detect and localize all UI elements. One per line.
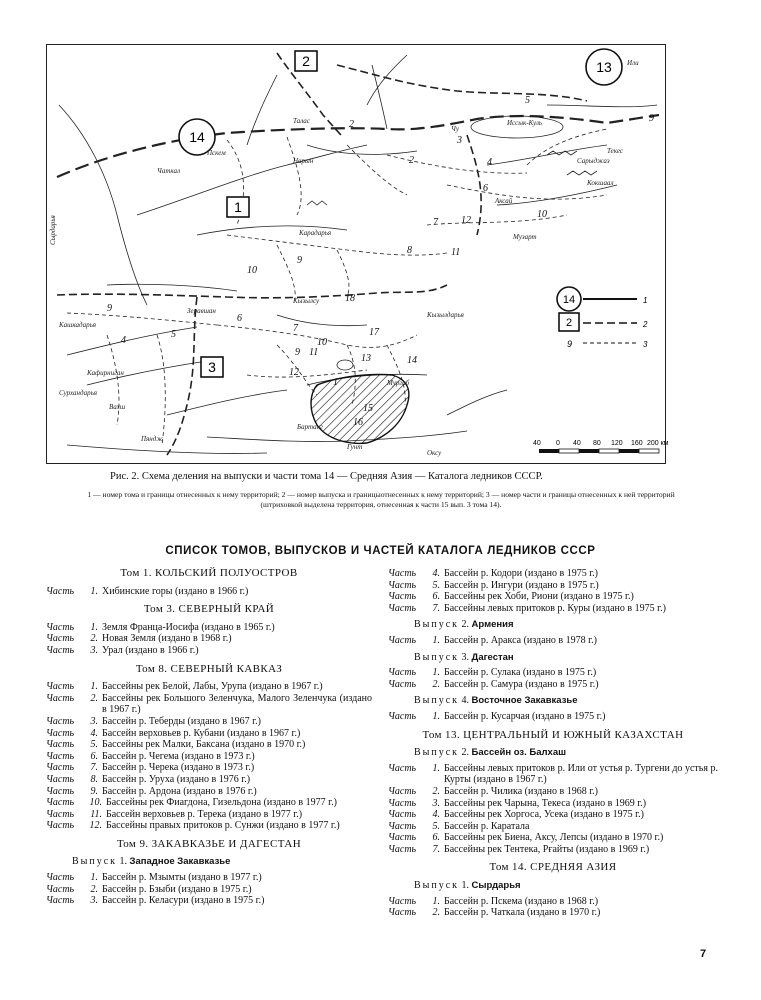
- part-label: Часть: [46, 633, 75, 645]
- volume-heading: Том 8. СЕВЕРНЫЙ КАВКАЗ: [135, 662, 283, 675]
- part-text: Бассейн р. Ингури (издано в 1975 г.): [444, 579, 599, 591]
- part-text: Бассейн р. Самура (издано в 1975 г.): [444, 678, 599, 690]
- river-label: Пяндж: [141, 435, 163, 443]
- part-number: 11.: [90, 808, 102, 820]
- part-text: Бассейны рек Малки, Баксана (издано в 1970 г.): [102, 739, 306, 751]
- part-label: Часть: [46, 621, 75, 633]
- part-label: Часть: [388, 579, 417, 591]
- legend-line-label: 1: [643, 296, 648, 305]
- river-label: Сурхандарья: [59, 389, 98, 397]
- list-item: [388, 832, 718, 844]
- part-number: 7.: [432, 843, 440, 855]
- legend-mark-label: 2: [565, 317, 573, 329]
- part-label: Часть: [46, 883, 75, 895]
- river-label: Или: [627, 59, 639, 67]
- part-number: 13: [361, 353, 371, 364]
- issue-heading: [414, 619, 718, 631]
- part-text: Бассейны левых притоков р. Или от устья р. Тургени до устья р. Курты (издано в 1967 г.): [444, 762, 718, 786]
- part-number: 17: [369, 327, 379, 338]
- part-number: 10.: [89, 797, 102, 809]
- part-number: 9: [295, 347, 300, 358]
- part-number: 1.: [432, 634, 440, 646]
- volume-14-label: 14: [189, 129, 205, 145]
- list-item: [388, 580, 718, 592]
- river-label: Сарыджаз: [577, 157, 610, 165]
- part-text: Бассейн р. Кусарчая (издано в 1975 г.): [444, 710, 606, 722]
- list-item: [46, 872, 372, 884]
- part-label: Часть: [388, 710, 417, 722]
- part-number: 8.: [90, 773, 98, 785]
- list-item: [46, 645, 372, 657]
- part-label: Часть: [388, 907, 417, 919]
- river-label: Кафирниган: [87, 369, 124, 377]
- list-item: [388, 679, 718, 691]
- part-number: 5: [171, 329, 176, 340]
- part-number: 16: [353, 417, 363, 428]
- part-number: 2.: [432, 678, 440, 690]
- river-label: Талас: [293, 117, 310, 125]
- list-item: [388, 844, 718, 856]
- part-number: 2.: [90, 692, 98, 704]
- part-label: Часть: [46, 895, 75, 907]
- part-text: Бассейн р. Чилика (издано в 1968 г.): [444, 785, 599, 797]
- volume-1-label: 1: [234, 199, 242, 215]
- list-item: [46, 751, 372, 763]
- river-label: Кашкадарья: [59, 321, 97, 329]
- part-label: Часть: [388, 667, 417, 679]
- part-number: 2.: [432, 907, 440, 919]
- river-label: Чу: [451, 125, 459, 133]
- volume-heading: Том 13. ЦЕНТРАЛЬНЫЙ И ЮЖНЫЙ КАЗАХСТАН: [422, 728, 684, 741]
- part-text: Бассейны правых притоков р. Сунжи (издано в 1977 г.): [106, 820, 340, 832]
- list-item: [388, 821, 718, 833]
- river-label: Нарын: [293, 157, 314, 165]
- part-number: 2.: [432, 785, 440, 797]
- part-label: Часть: [388, 785, 417, 797]
- part-text: Бассейн верховьев р. Терека (издано в 1977 г.): [106, 808, 303, 820]
- scale-bar: [533, 440, 669, 453]
- scale-label: 0: [556, 440, 560, 447]
- part-text: Бассейн р. Кодори (издано в 1975 г.): [444, 568, 598, 579]
- scale-label: 200 км: [647, 440, 669, 447]
- part-label: Часть: [388, 678, 417, 690]
- map-figure: [46, 44, 669, 464]
- volume-heading: Том 9. ЗАКАВКАЗЬЕ И ДАГЕСТАН: [116, 837, 302, 850]
- part-label: Часть: [388, 797, 417, 809]
- list-item: [388, 591, 718, 603]
- part-text: Бассейн р. Чаткала (издано в 1970 г.): [444, 907, 601, 919]
- scale-label: 40: [573, 440, 581, 447]
- issue-label: Выпуск: [414, 619, 460, 631]
- part-number: 6: [483, 183, 488, 194]
- part-label: Часть: [46, 644, 75, 656]
- part-number: 2.: [90, 883, 98, 895]
- part-number: 7.: [432, 602, 440, 614]
- part-text: Бассейны рек Хоби, Риони (издано в 1975 г.): [444, 591, 634, 603]
- river-label: Мургаб: [387, 379, 410, 387]
- part-number: 1.: [90, 585, 98, 597]
- issue-label: Выпуск: [414, 651, 460, 663]
- part-text: Бассейны рек Чарына, Текеса (издано в 1969 г.): [444, 797, 647, 809]
- part-label: Часть: [388, 832, 417, 844]
- issue-label: Выпуск: [414, 695, 460, 707]
- list-item: [388, 786, 718, 798]
- part-label: Часть: [46, 585, 75, 597]
- issue-name: Дагестан: [471, 651, 514, 663]
- part-number: 12.: [89, 820, 102, 832]
- figure-legend-note: 1 — номер тома и границы отнесенных к нему территорий; 2 — номер выпуска и границыотнесенных к нему территорий; 3 — номер части и границы отнесенных к ней территорий (штриховкой выделена территория, отнесенная к части 15 вып. 3 тома 14).: [87, 490, 675, 509]
- part-label: Часть: [46, 715, 75, 727]
- list-item: [46, 739, 372, 751]
- map-legend: [557, 287, 648, 349]
- part-number: 8: [407, 245, 412, 256]
- part-label: Часть: [46, 750, 75, 762]
- issue-name: Западное Закавказье: [129, 856, 231, 868]
- part-text: Бассейн р. Черека (издано в 1973 г.): [102, 762, 255, 774]
- part-label: Часть: [388, 820, 417, 832]
- list-item: [46, 820, 372, 832]
- river-label: Вахш: [109, 403, 126, 411]
- part-label: Часть: [388, 809, 417, 821]
- part-number: 14: [407, 355, 417, 366]
- part-number: 3.: [90, 644, 98, 656]
- part-number: 4: [121, 335, 126, 346]
- part-number: 2: [409, 155, 414, 166]
- part-label: Часть: [388, 602, 417, 614]
- part-number: 18: [345, 293, 355, 304]
- part-number: 11: [451, 247, 461, 258]
- list-item: [46, 693, 372, 716]
- issue-number: 1.: [461, 880, 470, 892]
- issue-heading: [414, 695, 718, 707]
- part-label: Часть: [46, 872, 75, 884]
- river-label: Карадарья: [299, 229, 332, 237]
- issue-number: 4.: [461, 695, 470, 707]
- part-text: Бассейн р. Сулака (издано в 1975 г.): [444, 667, 597, 679]
- left-column: [46, 568, 372, 907]
- list-item: [46, 809, 372, 821]
- part-text: Бассейны рек Тентека, Рғайты (издано в 1969 г.): [444, 843, 650, 855]
- legend-line-label: 2: [643, 320, 648, 329]
- part-text: Бассейн верховьев р. Кубани (издано в 1967 г.): [102, 727, 301, 739]
- page-title: СПИСОК ТОМОВ, ВЫПУСКОВ И ЧАСТЕЙ КАТАЛОГА ЛЕДНИКОВ СССР: [165, 545, 596, 557]
- river-label: Аксай: [495, 197, 513, 205]
- part-text: Бассейн р. Мзымты (издано в 1977 г.): [102, 872, 262, 884]
- part-text: Хибинские горы (издано в 1966 г.): [102, 585, 249, 597]
- legend-mark-label: 14: [562, 294, 576, 306]
- issue-label: Выпуск: [414, 747, 460, 759]
- river-label: Кокшаал: [587, 179, 614, 187]
- lake-label: Иссык-Куль: [507, 119, 543, 127]
- river-label: Текес: [607, 147, 623, 155]
- list-item: [46, 586, 372, 598]
- volume-2-label: 2: [302, 53, 310, 69]
- list-item: [46, 716, 372, 728]
- part-text: Бассейн р. Теберды (издано в 1967 г.): [102, 715, 261, 727]
- list-item: [46, 622, 372, 634]
- list-item: [46, 895, 372, 907]
- part-label: Часть: [46, 727, 75, 739]
- part-number: 1.: [432, 710, 440, 722]
- list-item: [46, 786, 372, 798]
- volume-heading: Том 1. КОЛЬСКИЙ ПОЛУОСТРОВ: [120, 567, 298, 579]
- part-number: 5.: [90, 739, 98, 751]
- issue-label: Выпуск: [72, 856, 118, 868]
- part-number: 6.: [432, 591, 440, 603]
- list-item: [46, 728, 372, 740]
- part-label: Часть: [46, 820, 75, 832]
- part-number: 7: [433, 217, 438, 228]
- part-number: 3.: [432, 797, 440, 809]
- list-item: [388, 907, 718, 919]
- issue-number: 2.: [461, 747, 470, 759]
- list-item: [388, 896, 718, 908]
- part-number: 6: [237, 313, 242, 324]
- issue-heading: [414, 652, 718, 664]
- part-label: Часть: [388, 762, 417, 774]
- part-number: 10: [247, 265, 257, 276]
- part-number: 3: [457, 135, 462, 146]
- part-text: Бассейны рек Большого Зеленчука, Малого Зеленчука (издано в 1967 г.): [102, 692, 372, 716]
- part-label: Часть: [46, 808, 75, 820]
- river-label: Кызылсу: [293, 297, 320, 305]
- issue-number: 2.: [461, 619, 470, 631]
- figure-caption: Рис. 2. Схема деления на выпуски и части тома 14 — Средняя Азия — Каталога ледников СССР.: [110, 471, 543, 482]
- part-number: 5: [525, 95, 530, 106]
- river-label: Гунт: [347, 443, 363, 451]
- issue-number: 1.: [119, 856, 128, 868]
- part-label: Часть: [46, 785, 75, 797]
- river-label: Сырдарья: [49, 215, 57, 245]
- part-number: 9.: [90, 785, 98, 797]
- part-number: 5.: [432, 579, 440, 591]
- part-number: 2.: [90, 633, 98, 645]
- issue-number: 3.: [461, 651, 470, 663]
- part-number: 12: [289, 367, 299, 378]
- list-item: [388, 635, 718, 647]
- river-label: Оксу: [427, 449, 442, 457]
- part-label: Часть: [46, 681, 75, 693]
- part-number: 4.: [432, 568, 440, 579]
- list-item: [46, 884, 372, 896]
- part-number: 4.: [90, 727, 98, 739]
- river-label: Чаткал: [157, 167, 181, 175]
- part-label: Часть: [388, 843, 417, 855]
- part-number: 11: [309, 347, 319, 358]
- list-item: [46, 633, 372, 645]
- page-number: 7: [700, 948, 707, 960]
- part-label: Часть: [46, 692, 75, 704]
- scale-label: 120: [611, 440, 623, 447]
- part-number: 1.: [90, 621, 98, 633]
- part-number: 9: [297, 255, 302, 266]
- part-text: Бассейн р. Бзыби (издано в 1975 г.): [102, 883, 252, 895]
- part-number: 9: [649, 113, 654, 124]
- issue-name: Сырдарья: [471, 880, 521, 892]
- part-label: Часть: [388, 568, 417, 579]
- issue-heading: [72, 856, 372, 868]
- part-label: Часть: [388, 634, 417, 646]
- part-label: Часть: [46, 773, 75, 785]
- part-label: Часть: [46, 797, 75, 809]
- part-text: Бассейны рек Хоргоса, Усека (издано в 1975 г.): [444, 809, 644, 821]
- river-label: Кызылдарья: [427, 311, 464, 319]
- part-text: Бассейн р. Чегема (издано в 1973 г.): [102, 750, 255, 762]
- scale-label: 80: [593, 440, 601, 447]
- part-number: 1.: [432, 762, 440, 774]
- part-text: Бассейн р. Келасури (издано в 1975 г.): [102, 895, 265, 907]
- part-number: 7.: [90, 762, 98, 774]
- river-label: Бартанг: [297, 423, 323, 431]
- list-item: [388, 667, 718, 679]
- part-text: Бассейн р. Уруха (издано в 1976 г.): [102, 773, 251, 785]
- part-number: 4.: [432, 809, 440, 821]
- list-item: [46, 762, 372, 774]
- part-text: Бассейн р. Аракса (издано в 1978 г.): [444, 634, 597, 646]
- part-text: Бассейны левых притоков р. Куры (издано в 1975 г.): [444, 602, 666, 614]
- scale-label: 160: [631, 440, 643, 447]
- part-number: 15: [363, 403, 373, 414]
- part-number: 3.: [90, 895, 98, 907]
- part-number: 2: [349, 119, 354, 130]
- issue-label: Выпуск: [414, 880, 460, 892]
- list-item: [46, 797, 372, 809]
- list-item: [388, 809, 718, 821]
- river-label: Музарт: [513, 233, 537, 241]
- part-number: 6.: [90, 750, 98, 762]
- part-number: 12: [461, 215, 471, 226]
- part-text: Урал (издано в 1966 г.): [102, 644, 199, 656]
- issue-name: Восточное Закавказье: [471, 695, 578, 707]
- part-text: Бассейны рек Белой, Лабы, Урупа (издано в 1967 г.): [102, 681, 323, 693]
- part-label: Часть: [388, 895, 417, 907]
- part-text: Новая Земля (издано в 1968 г.): [102, 633, 232, 645]
- volume-3-label: 3: [208, 359, 216, 375]
- issue-heading: [414, 880, 718, 892]
- scale-label: 40: [533, 440, 541, 447]
- part-label: Часть: [46, 739, 75, 751]
- list-item: [46, 681, 372, 693]
- part-label: Часть: [46, 762, 75, 774]
- part-number: 7: [293, 323, 298, 334]
- part-number: 1.: [432, 895, 440, 907]
- part-text: Бассейны рек Фиагдона, Гизельдона (издано в 1977 г.): [106, 797, 337, 809]
- river-label: Пскем: [207, 149, 226, 157]
- volume-13-label: 13: [596, 59, 612, 75]
- legend-line-label: 3: [643, 340, 648, 349]
- issue-heading: [414, 747, 718, 759]
- part-text: Бассейн р. Ардона (издано в 1976 г.): [102, 785, 257, 797]
- part-label: Часть: [388, 591, 417, 603]
- list-item: [46, 774, 372, 786]
- river-label: Зеравшан: [187, 307, 216, 315]
- list-item: [388, 711, 718, 723]
- part-number: 9: [107, 303, 112, 314]
- issue-name: Армения: [471, 619, 514, 631]
- part-number: 4: [487, 157, 492, 168]
- volume-heading: Том 14. СРЕДНЯЯ АЗИЯ: [489, 861, 617, 874]
- part-text: Бассейны рек Биена, Аксу, Лепсы (издано в 1970 г.): [444, 832, 664, 844]
- list-item: [388, 798, 718, 810]
- part-number: 3.: [90, 715, 98, 727]
- part-number: 1.: [90, 681, 98, 693]
- part-number: 1: [333, 377, 338, 388]
- part-text: Бассейн р. Пскема (издано в 1968 г.): [444, 895, 599, 907]
- volume-heading: Том 3. СЕВЕРНЫЙ КРАЙ: [143, 603, 275, 616]
- list-item: [388, 763, 718, 786]
- part-text: Земля Франца-Иосифа (издано в 1965 г.): [102, 621, 275, 633]
- part-number: 10: [537, 209, 547, 220]
- part-number: 10: [317, 337, 327, 348]
- part-number: 6.: [432, 832, 440, 844]
- part-number: 1.: [90, 872, 98, 884]
- part-text: Бассейн р. Каратала: [444, 820, 530, 832]
- list-item: [388, 568, 718, 580]
- legend-mark-label: 9: [567, 339, 573, 349]
- part-number: 5.: [432, 820, 440, 832]
- right-column: [388, 568, 718, 919]
- part-number: 1.: [432, 667, 440, 679]
- list-item: [388, 603, 718, 615]
- map-scheme: [47, 45, 669, 463]
- issue-name: Бассейн оз. Балхаш: [471, 747, 567, 759]
